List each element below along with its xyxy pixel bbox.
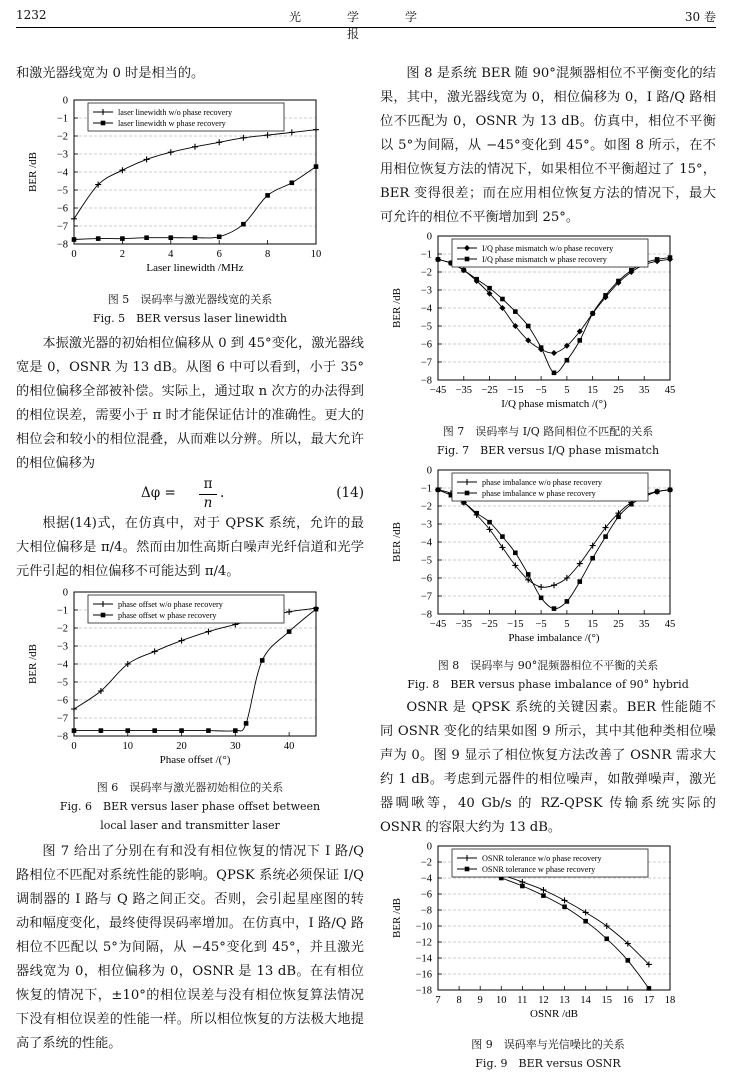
equation-denominator: n (203, 495, 213, 511)
plus-point-marker (590, 543, 596, 549)
plus-point-marker (240, 135, 246, 141)
x-tick-label: 5 (564, 619, 570, 630)
page-number: 1232 (16, 8, 47, 22)
square-point-marker (474, 277, 479, 282)
y-tick-label: −8 (420, 375, 432, 387)
y-axis-label: BER /dB (391, 897, 403, 939)
paragraph-phase-offset: 本振激光器的初始相位偏移从 0 到 45°变化，激光器线宽是 0，OSNR 为 13 dB。从图 6 中可以看到，小于 35°的相位偏移全部被补偿。实际上，通过取 n 次方的办法得到的相位误差，需要小于 π 时才能保证估计的准确性。更大的相位会和较小的相位混叠，从而难以分辨。所以，最大允许的相位偏移为 (16, 336, 364, 471)
plus-point-marker (179, 638, 185, 644)
figure-6-chart (16, 584, 364, 774)
x-tick-label: 11 (517, 995, 528, 1006)
x-tick-label: 25 (613, 619, 624, 630)
y-tick-label: −2 (56, 131, 68, 143)
square-point-marker (577, 579, 582, 584)
figure-5-chart (16, 92, 364, 282)
legend-entry: phase offset w phase recovery (118, 611, 217, 620)
x-tick-label: 10 (496, 995, 507, 1006)
y-tick-label: −7 (56, 221, 68, 233)
square-point-marker (552, 371, 557, 376)
x-tick-label: −5 (535, 385, 547, 396)
square-point-marker (655, 489, 660, 494)
x-tick-label: 2 (119, 249, 126, 260)
x-tick-label: 6 (216, 249, 222, 260)
y-tick-label: −5 (56, 677, 68, 689)
square-point-marker (125, 728, 130, 733)
square-point-marker (616, 279, 621, 284)
paragraph-phase-imbalance: 图 8 是系统 BER 随 90°混频器相位不平衡变化的结果，其中，激光器线宽为 0，相位偏移为 0，I 路/Q 路相位不匹配为 0，OSNR 为 13 dB。仿真中，相位不平衡以 5°为间隔，从 −45°变化到 45°。如图 8 所示，在不用相位恢复方法的情况下，如果相位不平衡超过了 15°，BER 变得很差；而在应用相位恢复方法的情况下，最大可允许的相位不平衡增加到 25°。 (380, 66, 716, 225)
square-point-marker (465, 867, 470, 872)
x-tick-label: 7 (435, 995, 441, 1006)
y-tick-label: −8 (56, 731, 68, 743)
right-column (380, 0, 716, 1085)
square-point-marker (577, 338, 582, 343)
plus-point-marker (265, 132, 271, 138)
plus-point-marker (119, 167, 125, 173)
plus-point-marker (71, 706, 77, 712)
x-tick-label: −45 (429, 619, 447, 630)
x-tick-label: 5 (564, 385, 570, 396)
y-axis-label: BER /dB (27, 151, 39, 193)
x-tick-label: −5 (535, 619, 547, 630)
series-group-2 (72, 164, 319, 242)
y-tick-label: −8 (56, 239, 68, 251)
y-tick-label: −4 (56, 167, 68, 179)
square-point-marker (500, 534, 505, 539)
legend-entry: laser linewidth w phase recovery (118, 119, 226, 128)
legend-entry: I/Q phase mismatch w phase recovery (482, 255, 607, 264)
series-line-1 (459, 866, 649, 964)
square-point-marker (96, 236, 101, 241)
y-tick-label: −3 (420, 285, 432, 297)
plus-point-marker (152, 648, 158, 654)
x-tick-label: 35 (638, 619, 650, 630)
y-tick-label: −6 (420, 889, 432, 901)
y-tick-label: −1 (420, 483, 432, 495)
square-point-marker (144, 235, 149, 240)
y-tick-label: −4 (420, 873, 432, 885)
y-tick-label: 0 (426, 465, 432, 477)
y-tick-label: −1 (420, 249, 432, 261)
y-tick-label: −14 (415, 953, 432, 965)
y-tick-label: −8 (420, 609, 432, 621)
square-point-marker (206, 728, 211, 733)
y-tick-label: −8 (420, 905, 432, 917)
figure-6-caption-en-line2: local laser and transmitter laser (100, 819, 280, 832)
y-tick-label: −16 (415, 969, 432, 981)
series-group-1 (71, 127, 319, 222)
square-point-marker (287, 629, 292, 634)
paragraph-osnr: OSNR 是 QPSK 系统的关键因素。BER 性能随不同 OSNR 变化的结果如图 9 所示，其中其他种类相位噪声为 0。图 9 显示了相位恢复方法改善了 OSNR 需求大约 1 dB。考虑到元器件的相位噪声，如散弹噪声，激光器啁啾等，40 Gb/s 的 RZ-QPSK 传输系统实际的 OSNR 的容限大约为 13 dB。 (380, 700, 716, 835)
square-point-marker (513, 551, 518, 556)
volume-number: 30 卷 (684, 10, 716, 24)
square-point-marker (629, 268, 634, 273)
y-tick-label: −7 (56, 713, 68, 725)
square-point-marker (603, 534, 608, 539)
square-point-marker (539, 596, 544, 601)
square-point-marker (487, 520, 492, 525)
series-line-2 (74, 609, 316, 731)
y-tick-label: −5 (56, 185, 68, 197)
x-tick-label: −35 (455, 385, 472, 396)
square-point-marker (260, 658, 265, 663)
x-axis-label: Phase offset /(°) (159, 754, 231, 766)
y-tick-label: −4 (56, 659, 68, 671)
equation-period: . (220, 485, 225, 501)
y-tick-label: −12 (415, 937, 432, 949)
y-axis-label: BER /dB (391, 287, 403, 329)
square-point-marker (244, 721, 249, 726)
square-point-marker (526, 324, 531, 329)
square-point-marker (461, 268, 466, 273)
square-point-marker (101, 121, 106, 126)
square-point-marker (233, 728, 238, 733)
x-tick-label: −25 (481, 385, 498, 396)
series-group-2 (72, 607, 319, 733)
figure-9-caption-cn: 图 9 误码率与光信噪比的关系 (471, 1038, 625, 1051)
x-axis-label: OSNR /dB (530, 1008, 578, 1020)
figure-9-caption-en: Fig. 9 BER versus OSNR (475, 1057, 621, 1070)
plus-point-marker (216, 139, 222, 145)
equation-14 (141, 476, 364, 512)
square-point-marker (668, 255, 673, 260)
x-tick-label: −45 (429, 385, 447, 396)
legend-entry: OSNR tolerance w phase recovery (482, 865, 596, 874)
x-tick-label: 45 (664, 619, 676, 630)
series-line-1 (438, 490, 670, 588)
square-point-marker (565, 358, 570, 363)
x-tick-label: 16 (622, 995, 634, 1006)
journal-name: 光学学报 (288, 10, 463, 41)
square-point-marker (603, 293, 608, 298)
equation-numerator: π (203, 476, 213, 492)
square-point-marker (241, 222, 246, 227)
plus-point-marker (313, 127, 319, 133)
square-point-marker (465, 257, 470, 262)
x-tick-label: 30 (230, 741, 241, 752)
x-axis-label: I/Q phase mismatch /(°) (501, 398, 607, 410)
square-point-marker (436, 488, 441, 493)
y-tick-label: −6 (56, 695, 68, 707)
y-tick-label: −18 (415, 985, 432, 997)
y-tick-label: −4 (420, 537, 432, 549)
x-tick-label: 12 (538, 995, 549, 1006)
y-tick-label: −3 (56, 641, 68, 653)
x-tick-label: −35 (455, 619, 472, 630)
figure-5-caption-en: Fig. 5 BER versus laser linewidth (92, 312, 288, 325)
x-tick-label: 4 (168, 249, 174, 260)
x-tick-label: 17 (643, 995, 655, 1006)
square-point-marker (590, 311, 595, 316)
y-tick-label: −6 (420, 339, 432, 351)
paragraph-continuation: 和激光器线宽为 0 时是相当的。 (16, 66, 205, 81)
y-tick-label: −2 (420, 857, 432, 869)
square-point-marker (539, 345, 544, 350)
y-tick-label: −7 (420, 357, 432, 369)
x-tick-label: 40 (283, 741, 295, 752)
legend-entry: phase imbalance w phase recovery (482, 489, 596, 498)
square-point-marker (562, 905, 567, 910)
x-tick-label: 20 (176, 741, 187, 752)
series-group-1 (435, 256, 673, 356)
plus-point-marker (583, 909, 589, 915)
y-tick-label: −3 (420, 519, 432, 531)
square-point-marker (120, 236, 125, 241)
y-axis-label: BER /dB (27, 643, 39, 685)
x-tick-label: −25 (481, 619, 498, 630)
square-point-marker (217, 235, 222, 240)
legend-entry: phase imbalance w/o phase recovery (482, 478, 603, 487)
figure-6-caption-en-line1: Fig. 6 BER versus laser phase offset between (59, 800, 321, 813)
y-tick-label: −7 (420, 591, 432, 603)
x-tick-label: −15 (507, 385, 524, 396)
x-tick-label: 15 (601, 995, 612, 1006)
square-point-marker (487, 286, 492, 291)
square-point-marker (436, 257, 441, 262)
x-tick-label: 0 (71, 249, 77, 260)
square-point-marker (99, 728, 104, 733)
plus-point-marker (538, 584, 544, 590)
square-point-marker (668, 488, 673, 493)
legend-entry: OSNR tolerance w/o phase recovery (482, 854, 602, 863)
plus-point-marker (168, 149, 174, 155)
y-tick-label: −2 (420, 501, 432, 513)
plus-point-marker (562, 897, 568, 903)
square-point-marker (616, 515, 621, 520)
y-tick-label: −5 (420, 321, 432, 333)
square-point-marker (314, 164, 319, 169)
square-point-marker (265, 193, 270, 198)
x-tick-label: 9 (477, 995, 483, 1006)
diamond-point-marker (551, 350, 557, 356)
plus-point-marker (192, 144, 198, 150)
x-axis-label: Laser linewidth /MHz (146, 262, 244, 274)
series-group-1 (435, 487, 673, 590)
square-point-marker (513, 309, 518, 314)
square-point-marker (290, 181, 295, 186)
square-point-marker (72, 237, 77, 242)
series-group-2 (457, 865, 651, 991)
legend-entry: I/Q phase mismatch w/o phase recovery (482, 244, 614, 253)
legend-entry: laser linewidth w/o phase recovery (118, 108, 233, 117)
square-point-marker (474, 511, 479, 516)
square-point-marker (169, 235, 174, 240)
y-tick-label: −6 (420, 573, 432, 585)
y-tick-label: 0 (62, 95, 68, 107)
y-tick-label: −4 (420, 303, 432, 315)
series-group-1 (456, 863, 652, 967)
square-point-marker (629, 502, 634, 507)
figure-7-caption-en: Fig. 7 BER versus I/Q phase mismatch (436, 444, 660, 457)
x-tick-label: 13 (559, 995, 570, 1006)
y-tick-label: 0 (426, 231, 432, 243)
square-point-marker (655, 257, 660, 262)
square-point-marker (647, 986, 652, 991)
x-axis-label: Phase imbalance /(°) (508, 632, 600, 644)
y-tick-label: 0 (62, 587, 68, 599)
plus-point-marker (551, 582, 557, 588)
square-point-marker (590, 556, 595, 561)
plus-point-marker (289, 129, 295, 135)
square-point-marker (500, 297, 505, 302)
plus-point-marker (205, 629, 211, 635)
square-point-marker (72, 728, 77, 733)
x-tick-label: −15 (507, 619, 524, 630)
figure-7-caption-cn: 图 7 误码率与 I/Q 路间相位不匹配的关系 (442, 425, 654, 438)
x-tick-label: 35 (638, 385, 650, 396)
x-tick-label: 45 (664, 385, 676, 396)
left-column (16, 0, 364, 1085)
y-tick-label: −5 (420, 555, 432, 567)
y-tick-label: −3 (56, 149, 68, 161)
plus-point-marker (144, 156, 150, 162)
y-tick-label: −6 (56, 203, 68, 215)
series-group-2 (436, 255, 673, 375)
plus-point-marker (540, 887, 546, 893)
x-tick-label: 18 (664, 995, 676, 1006)
y-tick-label: −1 (56, 113, 68, 125)
x-tick-label: 10 (310, 249, 322, 260)
x-tick-label: 25 (613, 385, 624, 396)
x-tick-label: 15 (587, 619, 598, 630)
square-point-marker (604, 937, 609, 942)
series-line-1 (438, 259, 670, 353)
figure-8-caption-en: Fig. 8 BER versus phase imbalance of 90° hybrid (407, 678, 689, 691)
square-point-marker (583, 919, 588, 924)
x-tick-label: 8 (456, 995, 462, 1006)
square-point-marker (152, 728, 157, 733)
series-line-2 (74, 167, 316, 240)
equation-label: (14) (336, 485, 364, 501)
square-point-marker (179, 728, 184, 733)
square-point-marker (520, 884, 525, 889)
plus-point-marker (71, 216, 77, 222)
figure-6-caption-cn: 图 6 误码率与激光器初始相位的关系 (96, 781, 284, 794)
figure-5-caption-cn: 图 5 误码率与激光器线宽的关系 (107, 293, 273, 306)
x-tick-label: 0 (71, 741, 77, 752)
plus-point-marker (499, 544, 505, 550)
series-line-2 (438, 490, 670, 609)
x-tick-label: 8 (264, 249, 271, 260)
figure-8-chart (380, 462, 716, 652)
square-point-marker (101, 613, 106, 618)
square-point-marker (626, 958, 631, 963)
y-axis-label: BER /dB (391, 521, 403, 563)
square-point-marker (193, 235, 198, 240)
square-point-marker (552, 606, 557, 611)
square-point-marker (314, 607, 319, 612)
legend-entry: phase offset w/o phase recovery (118, 600, 223, 609)
figure-8-caption-cn: 图 8 误码率与 90°混频器相位不平衡的关系 (437, 659, 659, 672)
paragraph-iq-mismatch: 图 7 给出了分别在有和没有相位恢复的情况下 I 路/Q 路相位不匹配对系统性能的影响。QPSK 系统必须保证 I/Q 调制器的 I 路与 Q 路之间正交。否则，会引起星座图的转动和幅度变化，最终使得误码率增加。在仿真中，I 路/Q 路相位不匹配以 5°为间隔，从 −45°变化到 45°，并且激光器线宽为 0，相位偏移为 0，OSNR 是 13 dB。在有相位恢复的情况下，±10°的相位误差与没有相位恢复算法情况下没有相位误差的性能一样。所以相位恢复的方法极大地提高了系统的性能。 (16, 844, 364, 1051)
y-tick-label: 0 (426, 841, 432, 853)
series-line-1 (74, 130, 316, 219)
square-point-marker (526, 572, 531, 577)
x-tick-label: 15 (587, 385, 598, 396)
square-point-marker (465, 491, 470, 496)
x-tick-label: 10 (122, 741, 134, 752)
series-line-2 (459, 867, 649, 989)
square-point-marker (541, 893, 546, 898)
y-tick-label: −1 (56, 605, 68, 617)
paragraph-max-offset: 根据(14)式，在仿真中，对于 QPSK 系统，允许的最大相位偏移是 π/4。然而由加性高斯白噪声光纤信道和光学元件引起的相位偏移不可能达到 π/4。 (16, 516, 364, 579)
square-point-marker (565, 599, 570, 604)
figure-7-chart (380, 228, 716, 418)
figure-9-chart (380, 838, 716, 1032)
x-tick-label: 14 (580, 995, 591, 1006)
y-tick-label: −2 (56, 623, 68, 635)
equation-lhs: Δφ = (141, 485, 176, 501)
y-tick-label: −2 (420, 267, 432, 279)
y-tick-label: −10 (415, 921, 432, 933)
